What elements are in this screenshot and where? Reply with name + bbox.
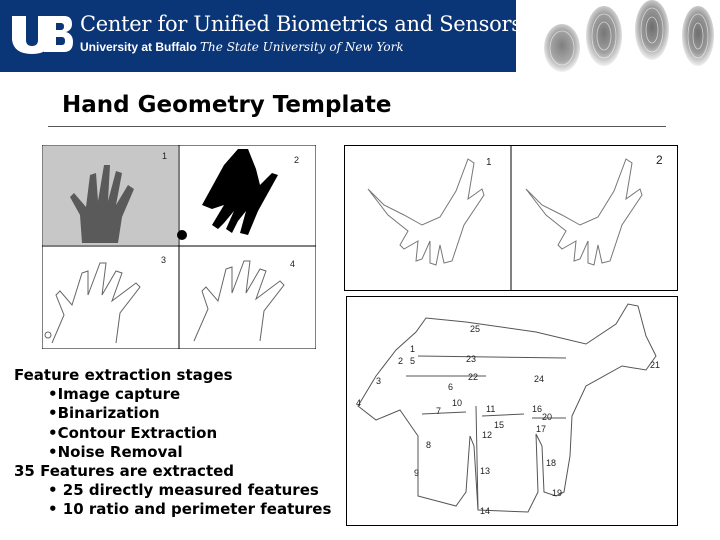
feature-label-13: 13 (480, 466, 491, 476)
feature-label-17: 17 (536, 424, 547, 434)
feature-label-20: 20 (542, 412, 553, 422)
comparison-label-1: 1 (486, 157, 492, 168)
feature-label-9: 9 (414, 468, 420, 478)
feature-label-12: 12 (482, 430, 493, 440)
bullet-item: •Contour Extraction (48, 423, 218, 442)
feature-label-16: 16 (532, 404, 543, 414)
feature-label-23: 23 (466, 354, 477, 364)
stages-panel (42, 145, 316, 349)
bullet-heading-stages: Feature extraction stages (14, 366, 233, 384)
header-banner (0, 0, 720, 72)
feature-label-21: 21 (650, 360, 661, 370)
feature-label-11: 11 (486, 404, 496, 414)
slide-title: Hand Geometry Template (62, 92, 392, 118)
feature-label-2: 2 (398, 356, 404, 366)
org-title: Center for Unified Biometrics and Sensors (80, 12, 522, 36)
bullet-item: • 25 directly measured features (48, 481, 319, 500)
feature-label-6: 6 (448, 382, 454, 392)
stage-label-1: 1 (162, 151, 168, 161)
feature-bullets (14, 366, 354, 520)
feature-label-1: 1 (410, 344, 416, 354)
hand-feature-outline (346, 296, 678, 526)
feature-label-25: 25 (470, 324, 481, 334)
feature-label-5: 5 (410, 356, 416, 366)
header-blue-band (0, 0, 522, 72)
bullet-item: •Image capture (48, 385, 181, 404)
stage-label-3: 3 (161, 255, 167, 265)
feature-label-19: 19 (552, 488, 563, 498)
org-subtitle-italic: The State University of New York (200, 40, 404, 54)
feature-label-24: 24 (534, 374, 545, 384)
feature-diagram (346, 296, 678, 526)
feature-label-8: 8 (426, 440, 432, 450)
title-divider (48, 126, 666, 127)
stage-label-4: 4 (290, 259, 296, 269)
comparison-label-2: 2 (656, 153, 663, 167)
feature-label-14: 14 (480, 506, 491, 516)
stage-label-2: 2 (294, 155, 300, 165)
stages-grid (42, 145, 316, 349)
feature-label-4: 4 (356, 398, 362, 408)
org-subtitle-bold: University at Buffalo (80, 40, 197, 54)
bullet-item: • 10 ratio and perimeter features (48, 500, 332, 519)
org-subtitle (80, 40, 404, 54)
feature-label-15: 15 (494, 420, 505, 430)
bullet-item: •Noise Removal (48, 442, 183, 461)
feature-label-22: 22 (468, 372, 479, 382)
comparison-contours (344, 145, 678, 291)
fingerprint-images-icon (516, 0, 720, 72)
bullet-heading-features: 35 Features are extracted (14, 462, 235, 481)
comparison-panel (344, 145, 678, 291)
feature-label-3: 3 (376, 376, 382, 386)
feature-label-18: 18 (546, 458, 557, 468)
bullet-item: •Binarization (48, 404, 160, 423)
ub-logo-icon (10, 14, 74, 54)
feature-label-7: 7 (436, 406, 442, 416)
feature-label-10: 10 (452, 398, 463, 408)
